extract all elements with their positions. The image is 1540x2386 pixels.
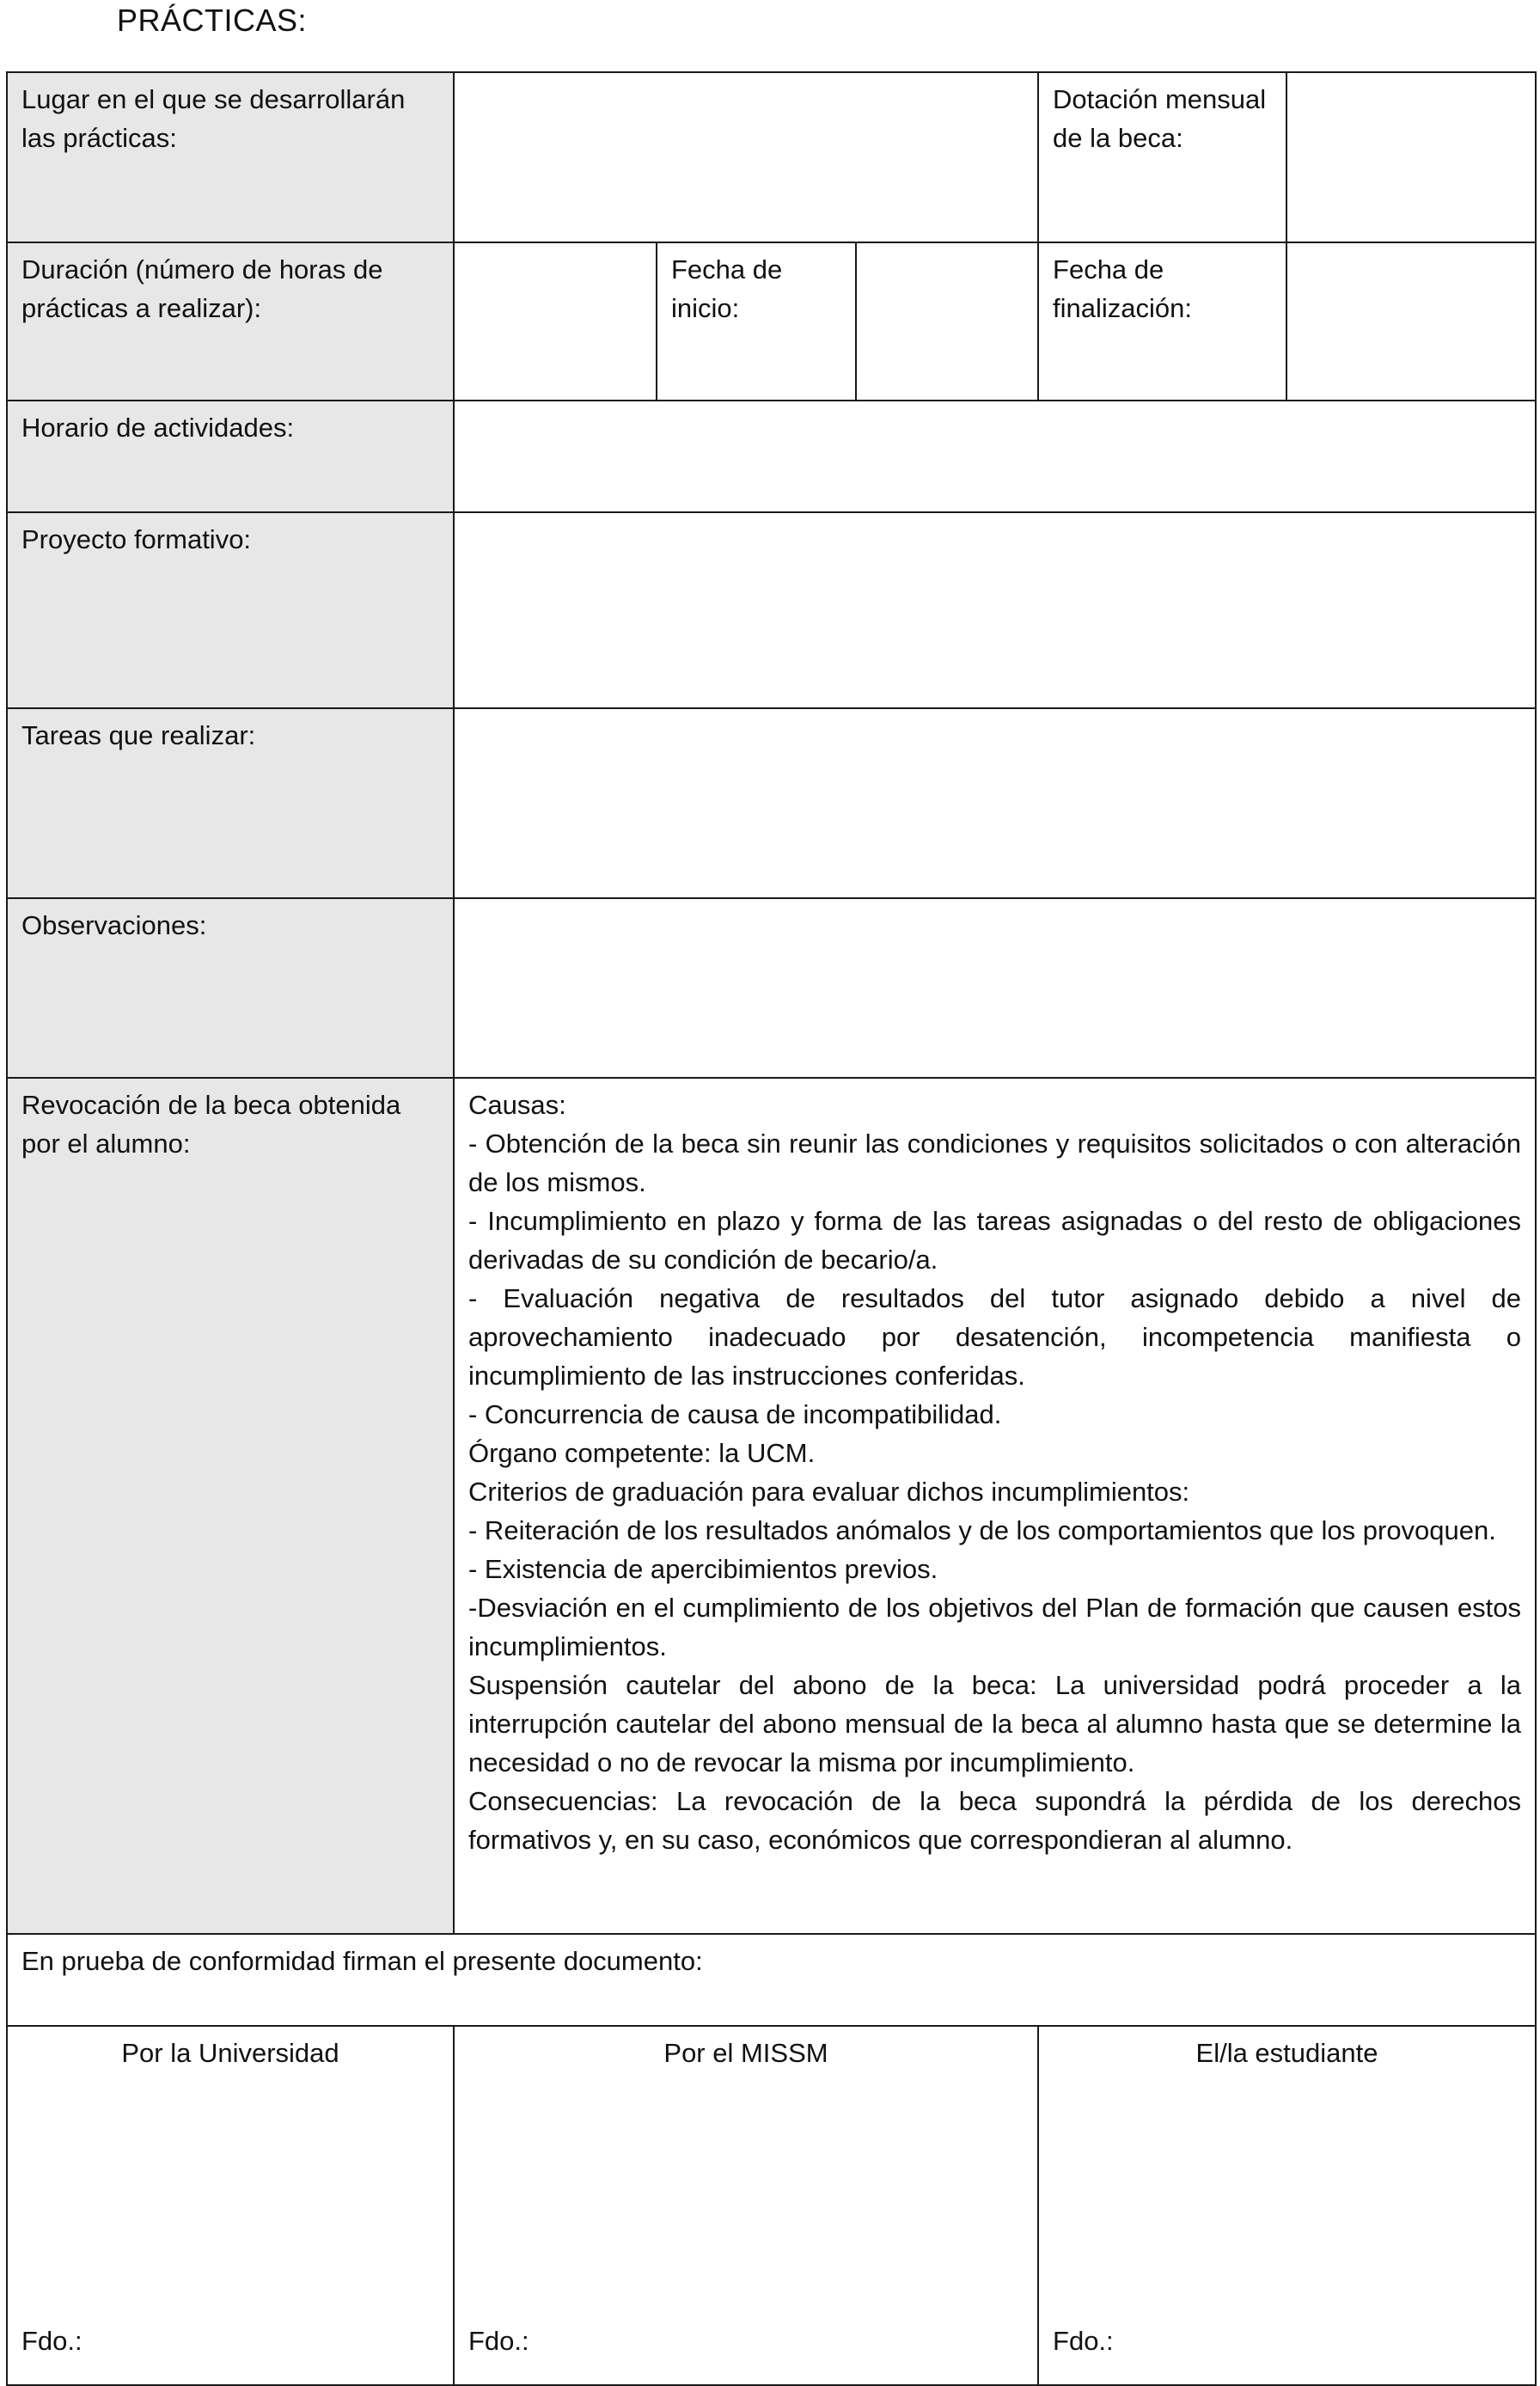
page-title: PRÁCTICAS: (117, 3, 308, 38)
observaciones-label: Observaciones: (7, 898, 454, 1078)
lugar-label: Lugar en el que se desarrollarán las prácticas: (7, 72, 454, 242)
signature-missm-label: Por el MISSM (663, 2038, 828, 2068)
row-tareas (7, 708, 1536, 898)
row-revocacion (7, 1078, 1536, 1934)
signature-universidad-label: Por la Universidad (121, 2038, 339, 2068)
revocacion-paragraph: - Concurrencia de causa de incompatibilidad. (468, 1399, 1002, 1429)
fecha-fin-label: Fecha de finalización: (1038, 242, 1286, 401)
revocacion-paragraph: Criterios de graduación para evaluar dichos incumplimientos: (468, 1477, 1190, 1507)
row-signatures (7, 2026, 1536, 2385)
fdo-missm-label: Fdo.: (468, 2326, 529, 2356)
dotacion-label: Dotación mensual de la beca: (1038, 72, 1286, 242)
revocacion-paragraph: - Incumplimiento en plazo y forma de las tareas asignadas o del resto de obligaciones derivadas de su condición de becario/a. (468, 1206, 1522, 1275)
signature-missm-cell[interactable] (454, 2026, 1038, 2385)
revocacion-paragraph: Suspensión cautelar del abono de la beca: La universidad podrá proceder a la interrupción cautelar del abono mensual de la beca al alumno hasta que se determine la necesidad o no de revocar la misma por incumplimiento. (468, 1670, 1522, 1777)
signature-universidad-cell[interactable] (7, 2026, 454, 2385)
row-horario (7, 401, 1536, 512)
proyecto-value-cell[interactable] (454, 512, 1536, 708)
fdo-universidad-label: Fdo.: (21, 2326, 82, 2356)
signature-estudiante-label: El/la estudiante (1195, 2038, 1378, 2068)
observaciones-value-cell[interactable] (454, 898, 1536, 1078)
row-duracion (7, 242, 1536, 401)
conformidad-text: En prueba de conformidad firman el presente documento: (7, 1934, 1536, 2026)
proyecto-label: Proyecto formativo: (7, 512, 454, 708)
revocacion-paragraph: Causas: (468, 1090, 566, 1120)
row-proyecto (7, 512, 1536, 708)
revocacion-paragraph: Órgano competente: la UCM. (468, 1438, 816, 1468)
practicas-form-table (6, 71, 1537, 2386)
duracion-value-cell[interactable] (454, 242, 657, 401)
horario-value-cell[interactable] (454, 401, 1536, 512)
fecha-inicio-value-cell[interactable] (856, 242, 1038, 401)
revocacion-paragraph: -Desviación en el cumplimiento de los objetivos del Plan de formación que causen estos incumplimientos. (468, 1593, 1522, 1661)
row-lugar (7, 72, 1536, 242)
row-conformidad (7, 1934, 1536, 2026)
horario-label: Horario de actividades: (7, 401, 454, 512)
fecha-fin-value-cell[interactable] (1286, 242, 1536, 401)
lugar-value-cell[interactable] (454, 72, 1038, 242)
revocacion-label: Revocación de la beca obtenida por el alumno: (7, 1078, 454, 1934)
tareas-value-cell[interactable] (454, 708, 1536, 898)
row-observaciones (7, 898, 1536, 1078)
revocacion-paragraph: - Existencia de apercibimientos previos. (468, 1554, 938, 1584)
revocacion-paragraph: Consecuencias: La revocación de la beca supondrá la pérdida de los derechos formativos y, en su caso, económicos que correspondieran al alumno. (468, 1786, 1522, 1855)
duracion-label: Duración (número de horas de prácticas a realizar): (7, 242, 454, 401)
revocacion-paragraph: - Reiteración de los resultados anómalos y de los comportamientos que los provoquen. (468, 1515, 1496, 1545)
fecha-inicio-label: Fecha de inicio: (657, 242, 856, 401)
dotacion-value-cell[interactable] (1286, 72, 1536, 242)
revocacion-paragraph: - Evaluación negativa de resultados del tutor asignado debido a nivel de aprovechamiento inadecuado por desatención, incompetencia manifiesta o incumplimiento de las instrucciones conferidas. (468, 1283, 1522, 1391)
fdo-estudiante-label: Fdo.: (1053, 2326, 1114, 2356)
tareas-label: Tareas que realizar: (7, 708, 454, 898)
signature-estudiante-cell[interactable] (1038, 2026, 1536, 2385)
revocacion-paragraph: - Obtención de la beca sin reunir las condiciones y requisitos solicitados o con alteración de los mismos. (468, 1129, 1522, 1197)
revocacion-text (454, 1078, 1536, 1934)
